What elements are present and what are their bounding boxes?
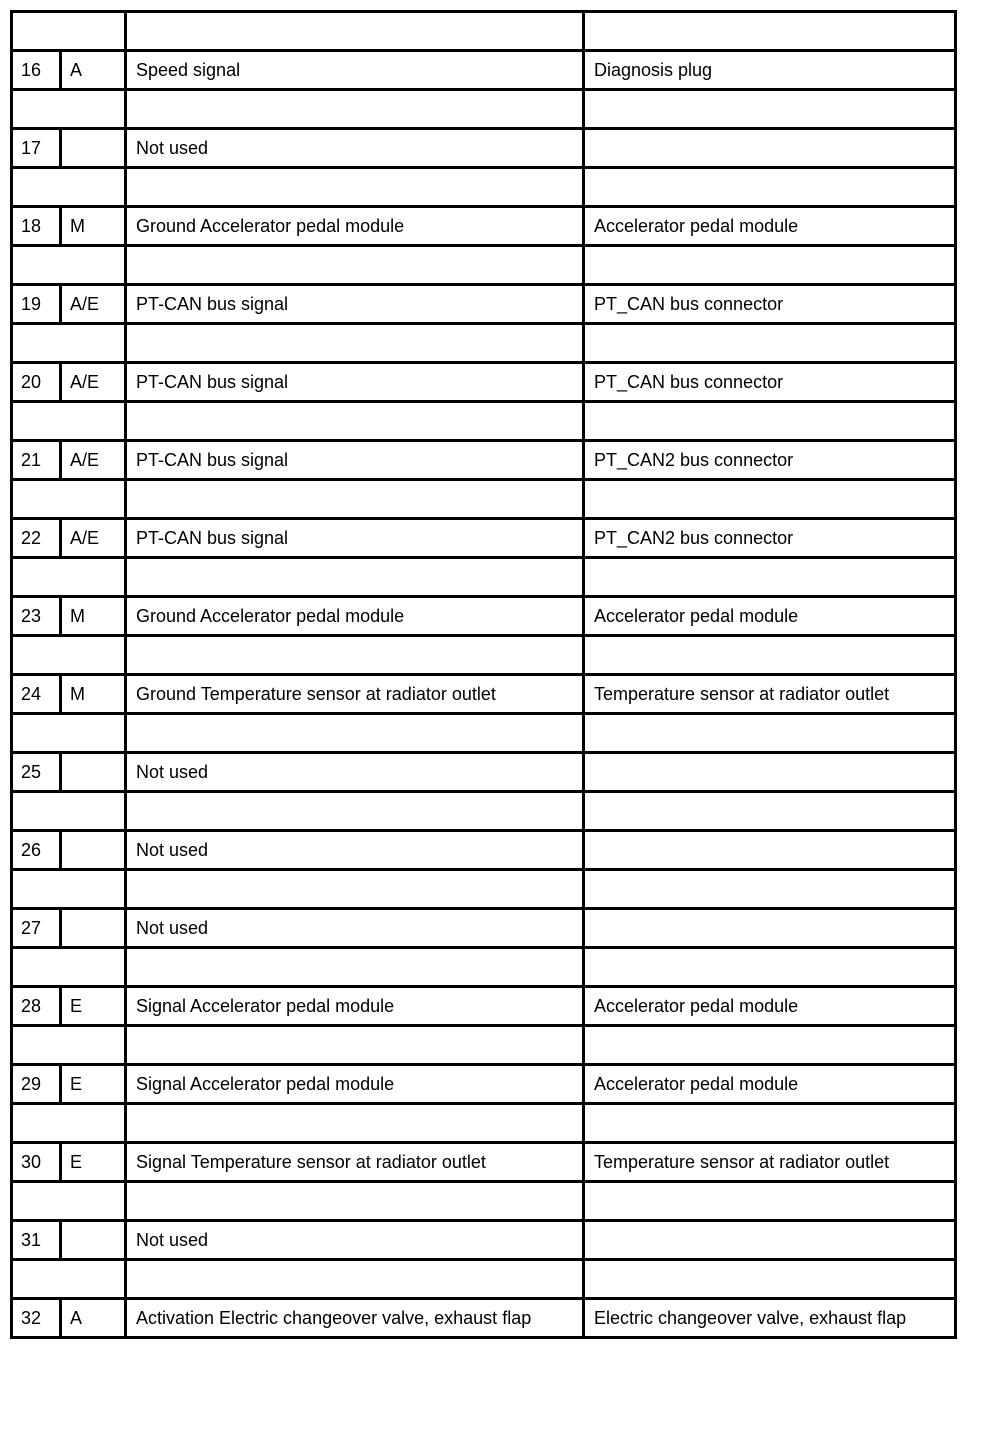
description-cell: PT-CAN bus signal [126, 285, 584, 324]
pin-number-cell: 20 [12, 363, 61, 402]
table-row [12, 1143, 956, 1182]
table-row [12, 987, 956, 1026]
connection-cell: Diagnosis plug [584, 51, 956, 90]
spacer-cell [126, 870, 584, 909]
spacer-cell [126, 792, 584, 831]
connection-cell: PT_CAN2 bus connector [584, 519, 956, 558]
table-row [12, 1065, 956, 1104]
description-cell: Not used [126, 909, 584, 948]
table-row [12, 129, 956, 168]
description-cell: PT-CAN bus signal [126, 441, 584, 480]
signal-type-cell [61, 1221, 126, 1260]
spacer-cell [12, 480, 126, 519]
spacer-cell [12, 870, 126, 909]
spacer-row [12, 90, 956, 129]
pin-number-cell: 25 [12, 753, 61, 792]
description-cell: Signal Accelerator pedal module [126, 1065, 584, 1104]
spacer-cell [584, 714, 956, 753]
spacer-row [12, 792, 956, 831]
signal-type-cell: E [61, 987, 126, 1026]
connection-cell [584, 1221, 956, 1260]
connection-cell [584, 831, 956, 870]
table-row [12, 1299, 956, 1338]
spacer-cell [12, 1104, 126, 1143]
description-cell: Not used [126, 129, 584, 168]
signal-type-cell: A/E [61, 519, 126, 558]
table-row [12, 1221, 956, 1260]
signal-type-cell [61, 909, 126, 948]
spacer-cell [584, 12, 956, 51]
spacer-cell [12, 948, 126, 987]
spacer-cell [12, 246, 126, 285]
spacer-cell [126, 480, 584, 519]
table-row [12, 363, 956, 402]
signal-type-cell: A [61, 51, 126, 90]
table-row [12, 285, 956, 324]
pin-number-cell: 32 [12, 1299, 61, 1338]
connection-cell [584, 129, 956, 168]
signal-type-cell [61, 129, 126, 168]
spacer-cell [584, 246, 956, 285]
signal-type-cell: A [61, 1299, 126, 1338]
connection-cell [584, 753, 956, 792]
spacer-cell [126, 1260, 584, 1299]
spacer-cell [584, 792, 956, 831]
spacer-cell [584, 168, 956, 207]
spacer-row [12, 636, 956, 675]
connection-cell: Temperature sensor at radiator outlet [584, 1143, 956, 1182]
spacer-row [12, 480, 956, 519]
spacer-row [12, 12, 956, 51]
description-cell: Activation Electric changeover valve, exhaust flap [126, 1299, 584, 1338]
connection-cell: Accelerator pedal module [584, 1065, 956, 1104]
spacer-cell [12, 558, 126, 597]
table-row [12, 51, 956, 90]
signal-type-cell: E [61, 1143, 126, 1182]
signal-type-cell: M [61, 207, 126, 246]
spacer-cell [12, 324, 126, 363]
spacer-row [12, 246, 956, 285]
pin-number-cell: 26 [12, 831, 61, 870]
description-cell: Ground Accelerator pedal module [126, 597, 584, 636]
description-cell: Not used [126, 753, 584, 792]
spacer-cell [584, 870, 956, 909]
pin-number-cell: 23 [12, 597, 61, 636]
signal-type-cell [61, 831, 126, 870]
spacer-cell [584, 1260, 956, 1299]
spacer-row [12, 948, 956, 987]
description-cell: Not used [126, 831, 584, 870]
pin-number-cell: 18 [12, 207, 61, 246]
table-row [12, 753, 956, 792]
signal-type-cell: A/E [61, 285, 126, 324]
pin-number-cell: 30 [12, 1143, 61, 1182]
connection-cell: Accelerator pedal module [584, 597, 956, 636]
description-cell: Not used [126, 1221, 584, 1260]
spacer-cell [126, 636, 584, 675]
spacer-cell [12, 714, 126, 753]
spacer-cell [126, 1182, 584, 1221]
spacer-cell [584, 402, 956, 441]
spacer-cell [12, 1182, 126, 1221]
connection-cell: Accelerator pedal module [584, 207, 956, 246]
spacer-cell [584, 948, 956, 987]
spacer-cell [12, 1260, 126, 1299]
signal-type-cell: M [61, 597, 126, 636]
table-row [12, 675, 956, 714]
description-cell: PT-CAN bus signal [126, 363, 584, 402]
spacer-cell [126, 1104, 584, 1143]
pin-assignment-table [10, 10, 957, 1339]
pin-number-cell: 28 [12, 987, 61, 1026]
table-row [12, 597, 956, 636]
signal-type-cell: A/E [61, 363, 126, 402]
pin-number-cell: 21 [12, 441, 61, 480]
description-cell: Signal Temperature sensor at radiator outlet [126, 1143, 584, 1182]
table-row [12, 519, 956, 558]
spacer-cell [126, 1026, 584, 1065]
spacer-cell [12, 402, 126, 441]
spacer-row [12, 324, 956, 363]
spacer-row [12, 714, 956, 753]
connection-cell: PT_CAN2 bus connector [584, 441, 956, 480]
pin-number-cell: 31 [12, 1221, 61, 1260]
description-cell: Ground Temperature sensor at radiator outlet [126, 675, 584, 714]
spacer-row [12, 1260, 956, 1299]
description-cell: Signal Accelerator pedal module [126, 987, 584, 1026]
spacer-cell [12, 12, 126, 51]
signal-type-cell [61, 753, 126, 792]
connection-cell: PT_CAN bus connector [584, 285, 956, 324]
spacer-cell [584, 1104, 956, 1143]
connection-cell: Accelerator pedal module [584, 987, 956, 1026]
table-row [12, 909, 956, 948]
description-cell: PT-CAN bus signal [126, 519, 584, 558]
pin-number-cell: 27 [12, 909, 61, 948]
spacer-cell [126, 12, 584, 51]
pin-number-cell: 22 [12, 519, 61, 558]
spacer-cell [126, 324, 584, 363]
spacer-row [12, 870, 956, 909]
description-cell: Speed signal [126, 51, 584, 90]
signal-type-cell: M [61, 675, 126, 714]
spacer-cell [12, 792, 126, 831]
spacer-cell [584, 480, 956, 519]
spacer-row [12, 1182, 956, 1221]
description-cell: Ground Accelerator pedal module [126, 207, 584, 246]
connection-cell: Temperature sensor at radiator outlet [584, 675, 956, 714]
table-row [12, 831, 956, 870]
table-row [12, 441, 956, 480]
spacer-cell [126, 714, 584, 753]
connection-cell: PT_CAN bus connector [584, 363, 956, 402]
spacer-cell [584, 558, 956, 597]
spacer-cell [126, 246, 584, 285]
pin-number-cell: 19 [12, 285, 61, 324]
signal-type-cell: E [61, 1065, 126, 1104]
spacer-cell [584, 1182, 956, 1221]
spacer-row [12, 168, 956, 207]
spacer-cell [584, 324, 956, 363]
spacer-row [12, 1104, 956, 1143]
pin-number-cell: 16 [12, 51, 61, 90]
pin-table-body [12, 12, 956, 1338]
spacer-cell [12, 636, 126, 675]
spacer-cell [126, 558, 584, 597]
pin-number-cell: 29 [12, 1065, 61, 1104]
spacer-cell [126, 168, 584, 207]
spacer-row [12, 1026, 956, 1065]
pin-number-cell: 17 [12, 129, 61, 168]
pin-number-cell: 24 [12, 675, 61, 714]
spacer-cell [12, 90, 126, 129]
connection-cell: Electric changeover valve, exhaust flap [584, 1299, 956, 1338]
table-row [12, 207, 956, 246]
spacer-cell [584, 1026, 956, 1065]
spacer-cell [126, 90, 584, 129]
spacer-cell [12, 168, 126, 207]
spacer-cell [126, 948, 584, 987]
spacer-cell [584, 636, 956, 675]
spacer-cell [584, 90, 956, 129]
spacer-row [12, 402, 956, 441]
spacer-row [12, 558, 956, 597]
connection-cell [584, 909, 956, 948]
spacer-cell [12, 1026, 126, 1065]
signal-type-cell: A/E [61, 441, 126, 480]
spacer-cell [126, 402, 584, 441]
